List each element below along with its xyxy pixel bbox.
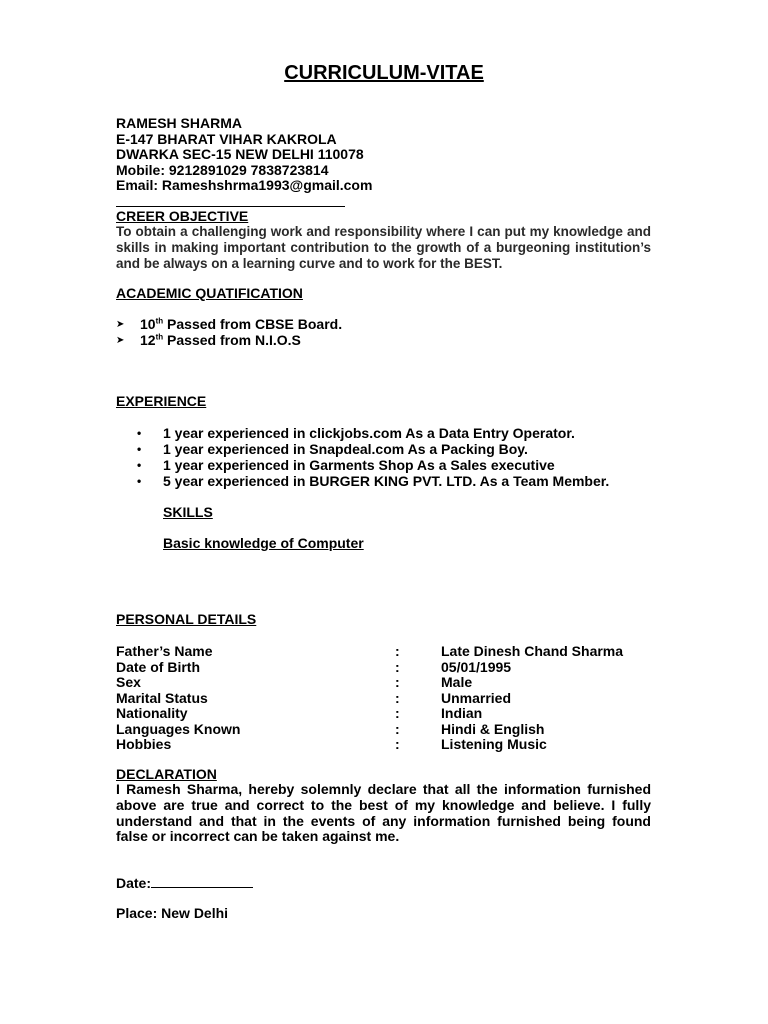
declaration-text: I Ramesh Sharma, hereby solemnly declare that all the information furnished above are true and correct to the best of my knowledge and believe. I fully understand and that in the events of any information furnished being found false or incorrect can be taken against me. (116, 781, 651, 845)
skills-heading: SKILLS (163, 504, 213, 520)
list-item (137, 442, 609, 458)
detail-separator: : (395, 720, 400, 737)
bullet-icon: • (137, 458, 142, 473)
detail-value: 05/01/1995 (441, 658, 512, 675)
detail-value: Hindi & English (441, 720, 545, 737)
detail-value: Unmarried (441, 689, 512, 706)
objective-text: To obtain a challenging work and responsibility where I can put my knowledge and skills in making important contribution to the growth of a burgeoning institution’s and be always on a learning curve and to work for the BEST. (116, 224, 651, 271)
table-row (116, 644, 676, 660)
list-item (116, 333, 342, 349)
personal-details-table (116, 644, 676, 753)
address-line-1: E-147 BHARAT VIHAR KAKROLA (116, 130, 337, 147)
date-blank-line (151, 875, 253, 888)
bullet-icon: • (137, 442, 142, 457)
detail-label: Nationality (116, 705, 188, 721)
document-title: CURRICULUM-VITAE (284, 62, 484, 84)
date-field (116, 875, 253, 892)
detail-value: Late Dinesh Chand Sharma (441, 643, 624, 659)
list-item (137, 474, 609, 490)
objective-heading: CREER OBJECTIVE (116, 208, 249, 224)
candidate-name: RAMESH SHARMA (116, 115, 242, 131)
table-row (116, 722, 676, 738)
experience-item-text: 1 year experienced in clickjobs.com As a Data Entry Operator. (163, 425, 575, 442)
detail-label: Languages Known (116, 720, 241, 737)
detail-value: Male (441, 674, 473, 690)
personal-details-heading: PERSONAL DETAILS (116, 611, 257, 627)
detail-label: Marital Status (116, 689, 208, 706)
contact-block (116, 116, 372, 194)
academic-list (116, 317, 342, 349)
detail-label: Date of Birth (116, 658, 200, 675)
detail-separator: : (395, 705, 400, 721)
experience-item-text: 1 year experienced in Garments Shop As a Sales executive (163, 457, 555, 474)
address-line-2: DWARKA SEC-15 NEW DELHI 110078 (116, 146, 364, 163)
detail-value: Indian (441, 705, 483, 721)
table-row (116, 737, 676, 753)
experience-item-text: 5 year experienced in BURGER KING PVT. LTD. As a Team Member. (163, 473, 610, 490)
experience-item-text: 1 year experienced in Snapdeal.com As a Packing Boy. (163, 441, 528, 458)
academic-heading: ACADEMIC QUATIFICATION (116, 285, 303, 301)
bullet-icon: • (137, 474, 142, 489)
date-label: Date: (116, 875, 152, 891)
experience-list (137, 426, 609, 490)
list-item (137, 426, 609, 442)
detail-separator: : (395, 658, 400, 675)
declaration-heading: DECLARATION (116, 766, 217, 782)
detail-separator: : (395, 674, 400, 690)
email-address: Email: Rameshshrma1993@gmail.com (116, 177, 373, 194)
mobile-numbers: Mobile: 9212891029 7838723814 (116, 161, 329, 178)
bullet-icon: • (137, 426, 142, 441)
list-item (116, 317, 342, 333)
experience-heading: EXPERIENCE (116, 393, 207, 409)
academic-item-text: 12th Passed from N.I.O.S (140, 332, 301, 349)
detail-label: Hobbies (116, 736, 172, 752)
place-text: Place: New Delhi (116, 905, 229, 921)
table-row (116, 660, 676, 676)
contact-divider (116, 206, 345, 207)
detail-separator: : (395, 689, 400, 706)
list-item (137, 458, 609, 474)
skills-text: Basic knowledge of Computer (163, 535, 364, 551)
detail-separator: : (395, 736, 400, 752)
detail-label: Sex (116, 674, 141, 690)
table-row (116, 675, 676, 691)
detail-separator: : (395, 643, 400, 659)
academic-item-text: 10th Passed from CBSE Board. (140, 316, 343, 333)
detail-value: Listening Music (441, 736, 547, 752)
arrow-bullet-icon: ➤ (116, 319, 125, 330)
table-row (116, 691, 676, 707)
table-row (116, 706, 676, 722)
detail-label: Father’s Name (116, 643, 213, 659)
arrow-bullet-icon: ➤ (116, 335, 125, 346)
